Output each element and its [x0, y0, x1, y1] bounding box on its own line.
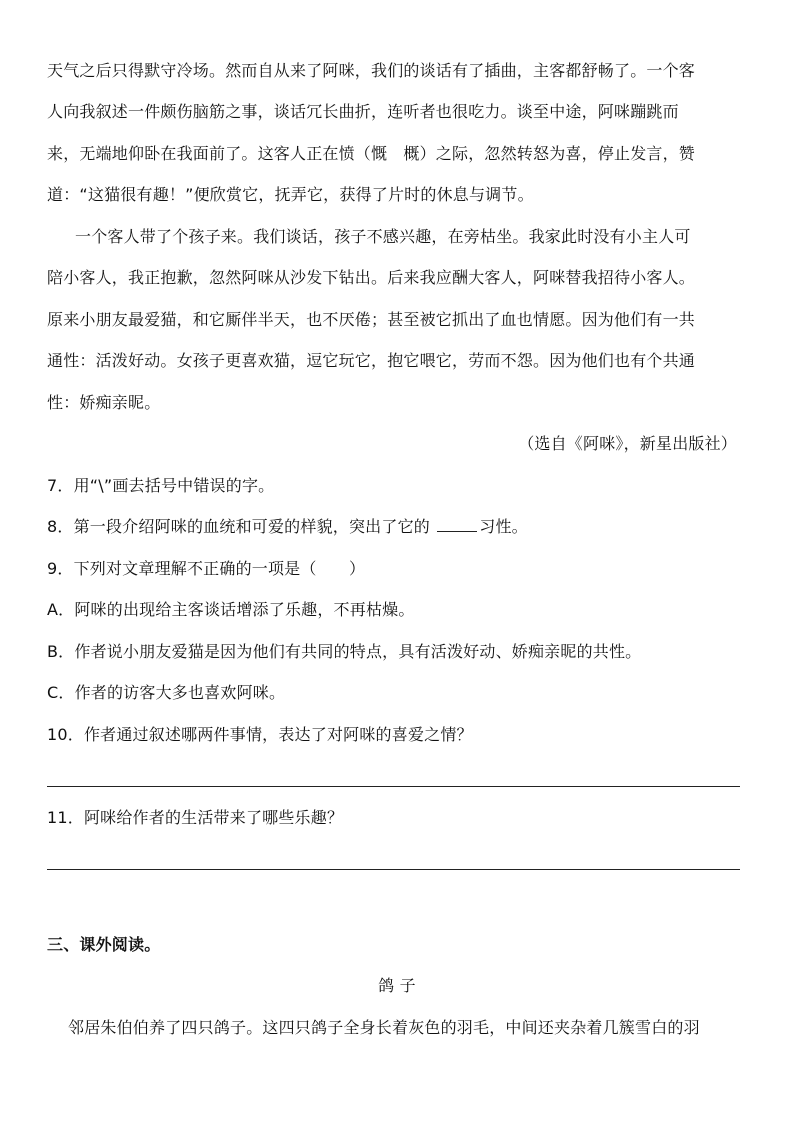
answer-line-10[interactable] [47, 786, 740, 787]
passage-line-6: 陪小客人，我正抱歉，忽然阿咪从沙发下钻出。后来我应酬大客人，阿咪替我招待小客人。 [47, 268, 696, 287]
passage-line-3: 来，无端地仰卧在我面前了。这客人正在愤（慨 概）之际，忽然转怒为喜，停止发言，赞 [47, 144, 696, 163]
source-citation: （选自《阿咪》，新星出版社） [518, 434, 737, 453]
article-title: 鸽 子 [378, 976, 416, 995]
fill-blank[interactable] [437, 517, 477, 532]
passage-line-5: 一个客人带了个孩子来。我们谈话，孩子不感兴趣，在旁枯坐。我家此时没有小主人可 [75, 227, 691, 246]
section-heading: 三、课外阅读。 [47, 935, 161, 954]
passage-line-4: 道：“这猫很有趣！”便欣赏它，抚弄它，获得了片时的休息与调节。 [47, 185, 534, 204]
passage-line-2: 人向我叙述一件颇伤脑筋之事，谈话冗长曲折，连听者也很吃力。谈至中途，阿咪蹦跳而 [47, 102, 679, 121]
question-8-suffix: 习性。 [479, 517, 528, 536]
passage-line-7: 原来小朋友最爱猫，和它厮伴半天，也不厌倦；甚至被它抓出了血也情愿。因为他们有一共 [47, 310, 696, 329]
question-9: 9．下列对文章理解不正确的一项是（ ） [47, 559, 366, 578]
option-b[interactable]: B．作者说小朋友爱猫是因为他们有共同的特点，具有活泼好动、娇痴亲昵的共性。 [47, 642, 642, 661]
passage-line-9: 性：娇痴亲昵。 [47, 393, 161, 412]
passage-line-8: 通性：活泼好动。女孩子更喜欢猫，逗它玩它，抱它喂它，劳而不怨。因为他们也有个共通 [47, 351, 696, 370]
question-10: 10．作者通过叙述哪两件事情，表达了对阿咪的喜爱之情？ [47, 725, 473, 744]
answer-line-11[interactable] [47, 869, 740, 870]
question-7: 7．用“\”画去括号中错误的字。 [47, 476, 275, 495]
question-11: 11．阿咪给作者的生活带来了哪些乐趣？ [47, 808, 344, 827]
option-a[interactable]: A．阿咪的出现给主客谈话增添了乐趣，不再枯燥。 [47, 600, 415, 619]
question-8-text: 8．第一段介绍阿咪的血统和可爱的样貌，突出了它的 [47, 517, 430, 536]
passage-line-1: 天气之后只得默守冷场。然而自从来了阿咪，我们的谈话有了插曲，主客都舒畅了。一个客 [47, 61, 696, 80]
article-line-1: 邻居朱伯伯养了四只鸽子。这四只鸽子全身长着灰色的羽毛，中间还夹杂着几簇雪白的羽 [68, 1018, 700, 1037]
option-c[interactable]: C．作者的访客大多也喜欢阿咪。 [47, 683, 286, 702]
question-8 [47, 516, 747, 538]
